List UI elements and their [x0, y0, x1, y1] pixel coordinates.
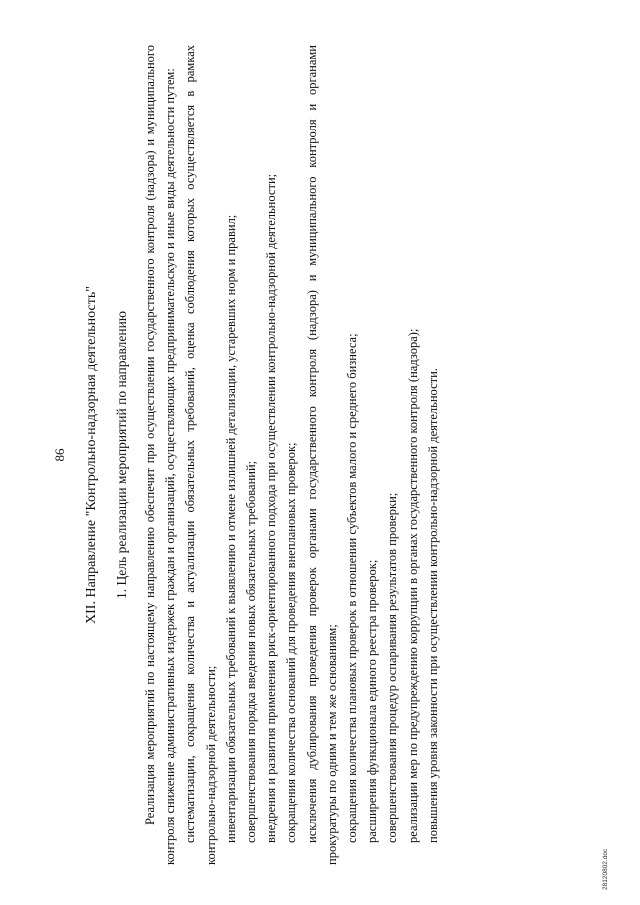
paragraph-intro: Реализация мероприятий по настоящему направлению обеспечит при осуществлении государственного контроля (надзора) и муниципального контроля снижение административных издержек граждан и организаций, осуществляющих предпринимательскую и иные виды деятельности путем:: [143, 45, 178, 865]
list-item: исключения дублирования проведения проверок органами государственного контроля (надзора) и муниципального контроля и органами прокуратуры по одним и тем же основаниям;: [304, 45, 339, 865]
list-item: инвентаризации обязательных требований к выявлению и отмене излишней детализации, устаревших норм и правил;: [223, 214, 238, 843]
list-item: сокращения количества оснований для проведения внеплановых проверок;: [284, 442, 299, 843]
rotated-text-block: [52, 45, 500, 865]
list-item: систематизации, сокращения количества и актуализации обязательных требований, оценка соблюдения которых осуществляется в рамках контрольно-надзорной деятельности;: [183, 45, 218, 865]
subsection-title: 1. Цель реализации мероприятий по направлению: [114, 311, 129, 599]
list-item: совершенствования процедур оспаривания результатов проверки;: [385, 492, 400, 843]
list-item: повышения уровня законности при осуществлении контрольно-надзорной деятельности.: [425, 368, 440, 843]
list-item: внедрения и развития применения риск-ориентированного подхода при осуществлении контрольно-надзорной деятельности;: [264, 173, 279, 843]
page-number: 86: [52, 448, 67, 462]
list-item: сокращения количества плановых проверок в отношении субъектов малого и среднего бизнеса;: [345, 333, 360, 843]
footer-file-code: 28120802.doc: [602, 848, 609, 890]
list-item: совершенствования порядка введения новых обязательных требований;: [244, 460, 259, 843]
section-title: XII. Направление "Контрольно-надзорная деятельность": [84, 286, 99, 624]
list-item: расширения функционала единого реестра проверок;: [365, 559, 380, 843]
list-item: реализации мер по предупреждению коррупции в органах государственного контроля (надзора);: [405, 328, 420, 843]
